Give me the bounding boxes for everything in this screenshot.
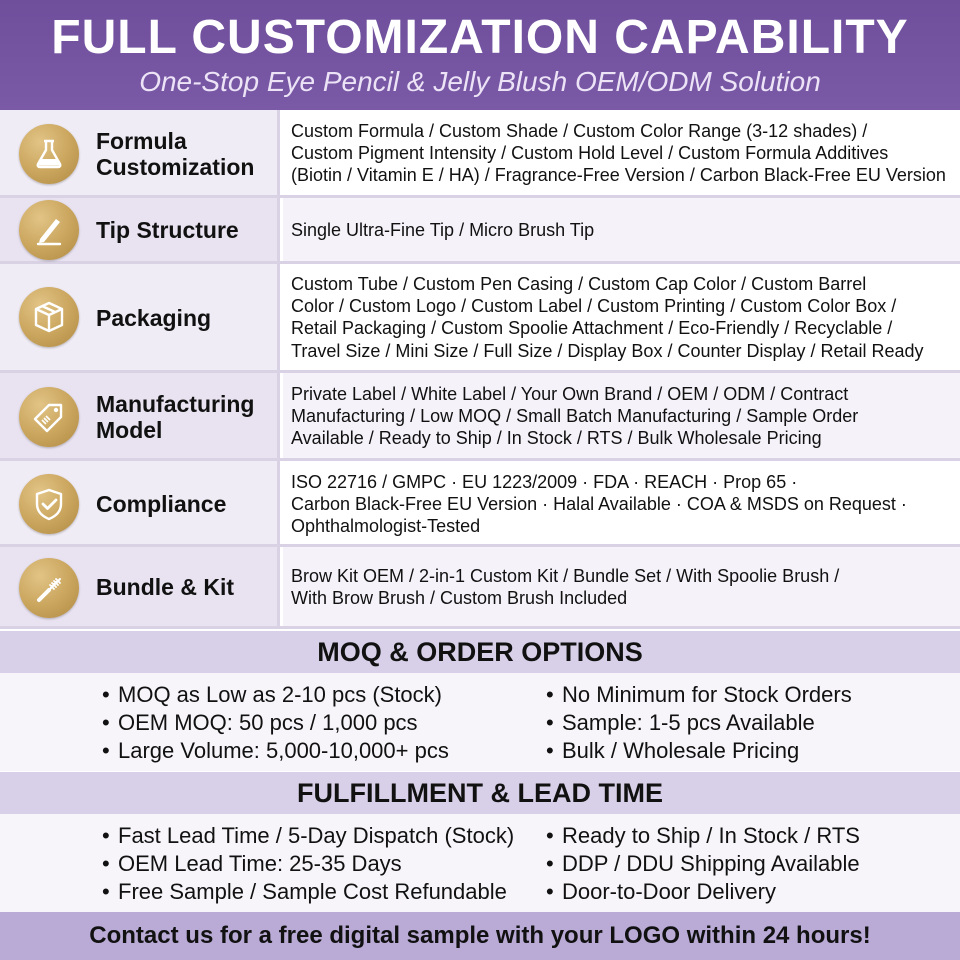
list-item: • Sample: 1-5 pcs Available <box>546 710 815 735</box>
row-label-cell <box>0 547 280 626</box>
row-label-cell <box>0 110 280 195</box>
row-description: Private Label / White Label / Your Own Brand / OEM / ODM / Contract Manufacturing / Low MOQ / Small Batch Manufacturing / Sample Order Available / Ready to Ship / In Stock / RTS / Bulk Wholesale Pricing <box>291 384 859 449</box>
list-item: • Fast Lead Time / 5-Day Dispatch (Stock) <box>102 823 515 848</box>
brand-tag-icon <box>19 387 79 447</box>
row-desc-cell <box>283 110 960 195</box>
row-label-cell <box>0 461 280 544</box>
moq-left-column <box>102 681 449 765</box>
table-row-formula <box>0 110 960 198</box>
row-description: Single Ultra-Fine Tip / Micro Brush Tip <box>291 220 595 240</box>
moq-heading: MOQ & ORDER OPTIONS <box>0 631 960 673</box>
row-label-cell <box>0 198 280 261</box>
row-desc-cell <box>283 264 960 370</box>
table-row-packaging <box>0 264 960 373</box>
row-desc-cell <box>283 547 960 626</box>
row-description: Brow Kit OEM / 2-in-1 Custom Kit / Bundle Set / With Spoolie Brush / With Brow Brush / Custom Brush Included <box>291 566 840 609</box>
spoolie-brush-icon <box>19 558 79 618</box>
header-banner <box>0 0 960 110</box>
page-subtitle: One-Stop Eye Pencil & Jelly Blush OEM/ODM Solution <box>139 66 821 97</box>
table-row-bundle <box>0 547 960 629</box>
row-title: Packaging <box>96 305 212 331</box>
row-desc-cell <box>283 461 960 544</box>
shield-check-icon <box>19 474 79 534</box>
pencil-tip-icon <box>19 200 79 260</box>
page-title: FULL CUSTOMIZATION CAPABILITY <box>51 11 909 64</box>
contact-footer: Contact us for a free digital sample with your LOGO within 24 hours! <box>0 912 960 960</box>
moq-body <box>0 673 960 771</box>
row-desc-cell <box>283 373 960 458</box>
row-title: Bundle & Kit <box>96 574 234 600</box>
row-title: Tip Structure <box>96 217 239 243</box>
fulfillment-heading: FULFILLMENT & LEAD TIME <box>0 772 960 814</box>
row-description: Custom Formula / Custom Shade / Custom Color Range (3-12 shades) / Custom Pigment Intensity / Custom Hold Level / Custom Formula Additives (Biotin / Vitamin E / HA) / Fragrance-Free Version / Carbon Black-Free EU Version <box>291 121 946 186</box>
table-row-manufacturing <box>0 373 960 461</box>
fulfillment-left-column <box>102 822 514 906</box>
fulfillment-right-column <box>546 822 860 906</box>
list-item: • DDP / DDU Shipping Available <box>546 851 860 876</box>
fulfillment-body <box>0 814 960 912</box>
list-item: • OEM MOQ: 50 pcs / 1,000 pcs <box>102 710 418 735</box>
list-item: • Large Volume: 5,000-10,000+ pcs <box>102 738 449 763</box>
list-item: • Free Sample / Sample Cost Refundable <box>102 879 507 904</box>
row-title: Compliance <box>96 491 227 517</box>
table-row-tip <box>0 198 960 264</box>
row-description: Custom Tube / Custom Pen Casing / Custom Cap Color / Custom Barrel Color / Custom Logo / Custom Label / Custom Printing / Custom Color Box / Retail Packaging / Custom Spoolie Attachment / Eco-Friendly / Recyclable / Travel Size / Mini Size / Full Size / Display Box / Counter Display / Retail Ready <box>291 274 924 361</box>
package-box-icon <box>19 287 79 347</box>
list-item: • OEM Lead Time: 25-35 Days <box>102 851 402 876</box>
flask-icon <box>19 124 79 184</box>
list-item: • MOQ as Low as 2-10 pcs (Stock) <box>102 682 442 707</box>
list-item: • No Minimum for Stock Orders <box>546 682 852 707</box>
row-title: Formula Customization <box>96 128 255 180</box>
row-desc-cell <box>283 198 960 261</box>
list-item: • Bulk / Wholesale Pricing <box>546 738 800 763</box>
list-item: • Ready to Ship / In Stock / RTS <box>546 823 860 848</box>
row-label-cell <box>0 264 280 370</box>
row-title: Manufacturing Model <box>96 391 255 443</box>
moq-right-column <box>546 681 852 765</box>
row-label-cell <box>0 373 280 458</box>
row-description: ISO 22716 / GMPC · EU 1223/2009 · FDA · REACH · Prop 65 · Carbon Black-Free EU Version · Halal Available · COA & MSDS on Request · Ophthalmologist-Tested <box>291 472 907 537</box>
list-item: • Door-to-Door Delivery <box>546 879 776 904</box>
table-row-compliance <box>0 461 960 547</box>
